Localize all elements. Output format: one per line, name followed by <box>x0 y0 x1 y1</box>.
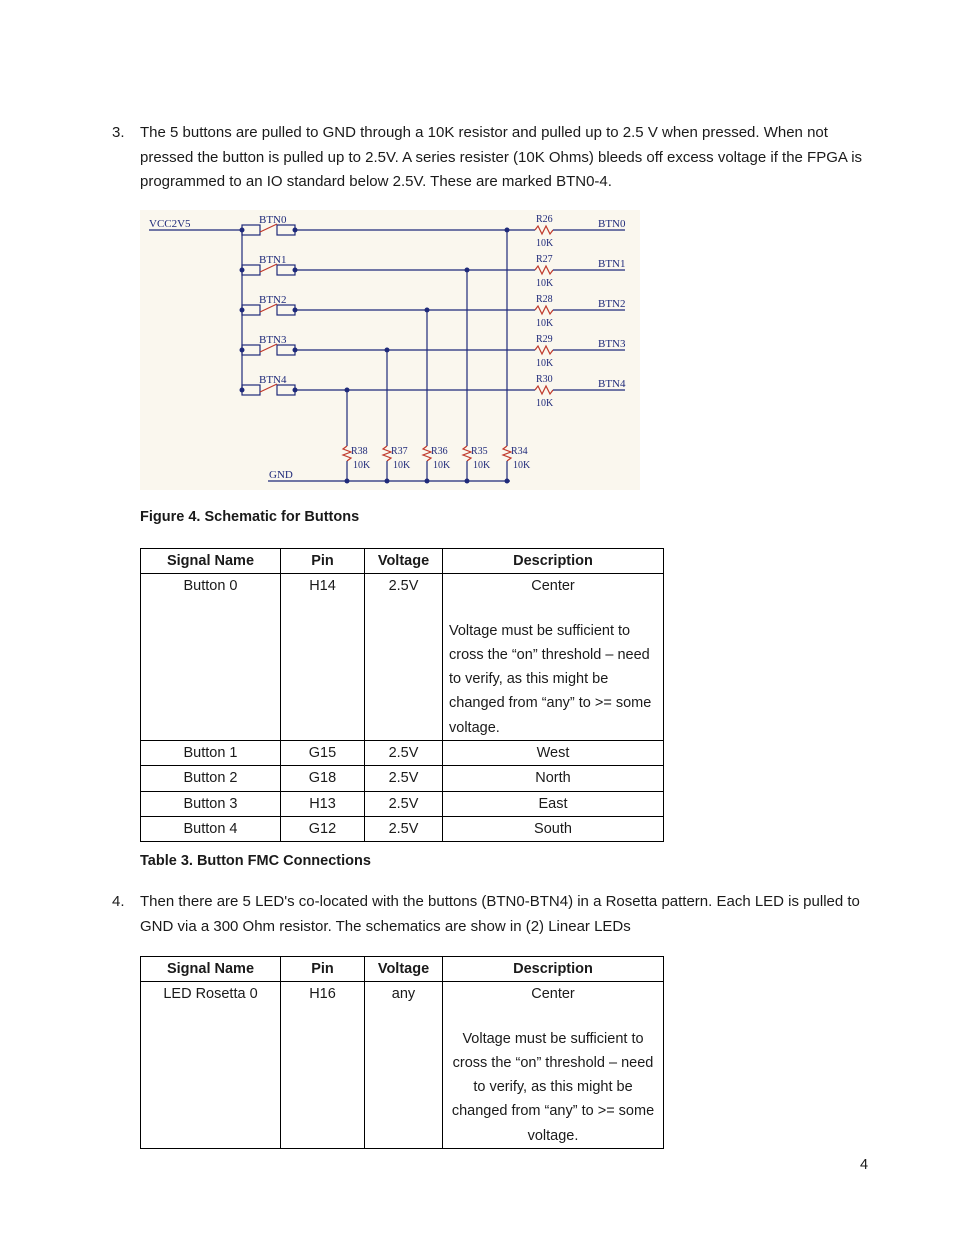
cell-voltage: 2.5V <box>365 766 443 791</box>
header-description: Description <box>443 549 664 574</box>
led-connections-table <box>140 956 664 1149</box>
switch-icon <box>242 225 260 235</box>
table-header-row <box>141 549 664 574</box>
resistor-value: 10K <box>433 460 451 471</box>
pulldown-resistor-label: R36 <box>431 446 448 457</box>
button-connections-table <box>140 548 664 842</box>
header-pin: Pin <box>281 549 365 574</box>
junction-dot <box>385 479 390 484</box>
cell-signal-name: Button 2 <box>141 766 281 791</box>
header-voltage: Voltage <box>365 549 443 574</box>
junction-dot <box>465 479 470 484</box>
cell-signal-name: Button 1 <box>141 741 281 766</box>
junction-dot <box>505 479 510 484</box>
resistor-label: R28 <box>536 294 553 305</box>
cell-voltage: any <box>365 982 443 1149</box>
pulldown-resistor-label: R38 <box>351 446 368 457</box>
cell-description <box>443 574 664 741</box>
switch-icon <box>277 305 295 315</box>
resistor-icon <box>463 446 471 461</box>
resistor-icon <box>343 446 351 461</box>
switch-icon <box>277 385 295 395</box>
cell-description <box>443 982 664 1149</box>
table-row <box>141 982 664 1149</box>
button-label: BTN1 <box>259 254 287 266</box>
resistor-value: 10K <box>513 460 531 471</box>
output-label: BTN3 <box>598 338 626 350</box>
resistor-icon <box>535 306 553 314</box>
cell-pin: H14 <box>281 574 365 741</box>
header-voltage: Voltage <box>365 957 443 982</box>
schematic-svg <box>140 210 640 490</box>
pulldown-resistor-label: R35 <box>471 446 488 457</box>
figure-caption: Figure 4. Schematic for Buttons <box>140 509 360 525</box>
cell-voltage: 2.5V <box>365 791 443 816</box>
switch-icon <box>242 385 260 395</box>
cell-pin: G12 <box>281 816 365 841</box>
cell-pin: G18 <box>281 766 365 791</box>
paragraph-text: The 5 buttons are pulled to GND through a 10K resistor and pulled up to 2.5 V when pressed. When not pressed the button is pulled up to 2.5V. A series resister (10K Ohms) bleeds off excess voltage if the FPGA is programmed to an IO standard below 2.5V. These are marked BTN0-4. <box>140 124 863 190</box>
cell-voltage: 2.5V <box>365 741 443 766</box>
description-note: Voltage must be sufficient to cross the “on” threshold – need to verify, as this might be changed from “any” to >= some voltage. <box>449 622 652 736</box>
junction-dot <box>240 228 245 233</box>
cell-description: South <box>443 816 664 841</box>
button-label: BTN3 <box>259 334 287 346</box>
table-row <box>141 816 664 841</box>
cell-description: West <box>443 741 664 766</box>
header-pin: Pin <box>281 957 365 982</box>
list-number: 4. <box>112 893 125 910</box>
switch-icon <box>277 345 295 355</box>
resistor-value: 10K <box>353 460 371 471</box>
table-header-row <box>141 957 664 982</box>
junction-dot <box>240 308 245 313</box>
gnd-label: GND <box>269 469 293 481</box>
table-row <box>141 791 664 816</box>
junction-dot <box>240 348 245 353</box>
table-caption: Table 3. Button FMC Connections <box>140 853 371 869</box>
resistor-value: 10K <box>473 460 491 471</box>
resistor-value: 10K <box>536 278 554 289</box>
resistor-value: 10K <box>536 238 554 249</box>
description-title: Center <box>531 986 575 1003</box>
resistor-icon <box>423 446 431 461</box>
header-signal-name: Signal Name <box>141 957 281 982</box>
resistor-value: 10K <box>536 398 554 409</box>
output-label: BTN2 <box>598 298 626 310</box>
resistor-icon <box>535 386 553 394</box>
cell-voltage: 2.5V <box>365 816 443 841</box>
resistor-icon <box>535 226 553 234</box>
pulldown-resistor-label: R34 <box>511 446 528 457</box>
cell-voltage: 2.5V <box>365 574 443 741</box>
cell-pin: H13 <box>281 791 365 816</box>
resistor-value: 10K <box>536 358 554 369</box>
button-label: BTN2 <box>259 294 287 306</box>
switch-icon <box>277 265 295 275</box>
junction-dot <box>240 388 245 393</box>
button-schematic-figure <box>140 210 640 490</box>
pulldown-resistor-label: R37 <box>391 446 408 457</box>
resistor-icon <box>535 346 553 354</box>
paragraph-text: Then there are 5 LED's co-located with the buttons (BTN0-BTN4) in a Rosetta pattern. Each LED is pulled to GND via a 300 Ohm resistor. The schematics are show in (2) Linear LEDs <box>140 893 860 935</box>
junction-dot <box>425 479 430 484</box>
list-number: 3. <box>112 124 125 141</box>
table-row <box>141 741 664 766</box>
cell-signal-name: Button 0 <box>141 574 281 741</box>
output-label: BTN1 <box>598 258 626 270</box>
description-title: Center <box>531 578 575 595</box>
header-signal-name: Signal Name <box>141 549 281 574</box>
resistor-label: R27 <box>536 254 553 265</box>
vcc-label: VCC2V5 <box>149 218 191 230</box>
resistor-value: 10K <box>536 318 554 329</box>
header-description: Description <box>443 957 664 982</box>
cell-signal-name: Button 4 <box>141 816 281 841</box>
cell-description: North <box>443 766 664 791</box>
cell-pin: G15 <box>281 741 365 766</box>
resistor-label: R30 <box>536 374 553 385</box>
cell-pin: H16 <box>281 982 365 1149</box>
description-note: Voltage must be sufficient to cross the “on” threshold – need to verify, as this might be changed from “any” to >= some voltage. <box>451 1030 655 1144</box>
table-row <box>141 766 664 791</box>
button-label: BTN4 <box>259 374 287 386</box>
switch-icon <box>242 345 260 355</box>
switch-icon <box>277 225 295 235</box>
cell-description: East <box>443 791 664 816</box>
switch-icon <box>242 305 260 315</box>
resistor-icon <box>535 266 553 274</box>
page-number: 4 <box>860 1157 869 1173</box>
resistor-icon <box>503 446 511 461</box>
resistor-icon <box>383 446 391 461</box>
output-label: BTN4 <box>598 378 626 390</box>
button-label: BTN0 <box>259 214 287 226</box>
switch-icon <box>242 265 260 275</box>
cell-signal-name: Button 3 <box>141 791 281 816</box>
junction-dot <box>345 479 350 484</box>
resistor-value: 10K <box>393 460 411 471</box>
output-label: BTN0 <box>598 218 626 230</box>
cell-signal-name: LED Rosetta 0 <box>141 982 281 1149</box>
resistor-label: R29 <box>536 334 553 345</box>
table-row <box>141 574 664 741</box>
junction-dot <box>240 268 245 273</box>
resistor-label: R26 <box>536 214 553 225</box>
